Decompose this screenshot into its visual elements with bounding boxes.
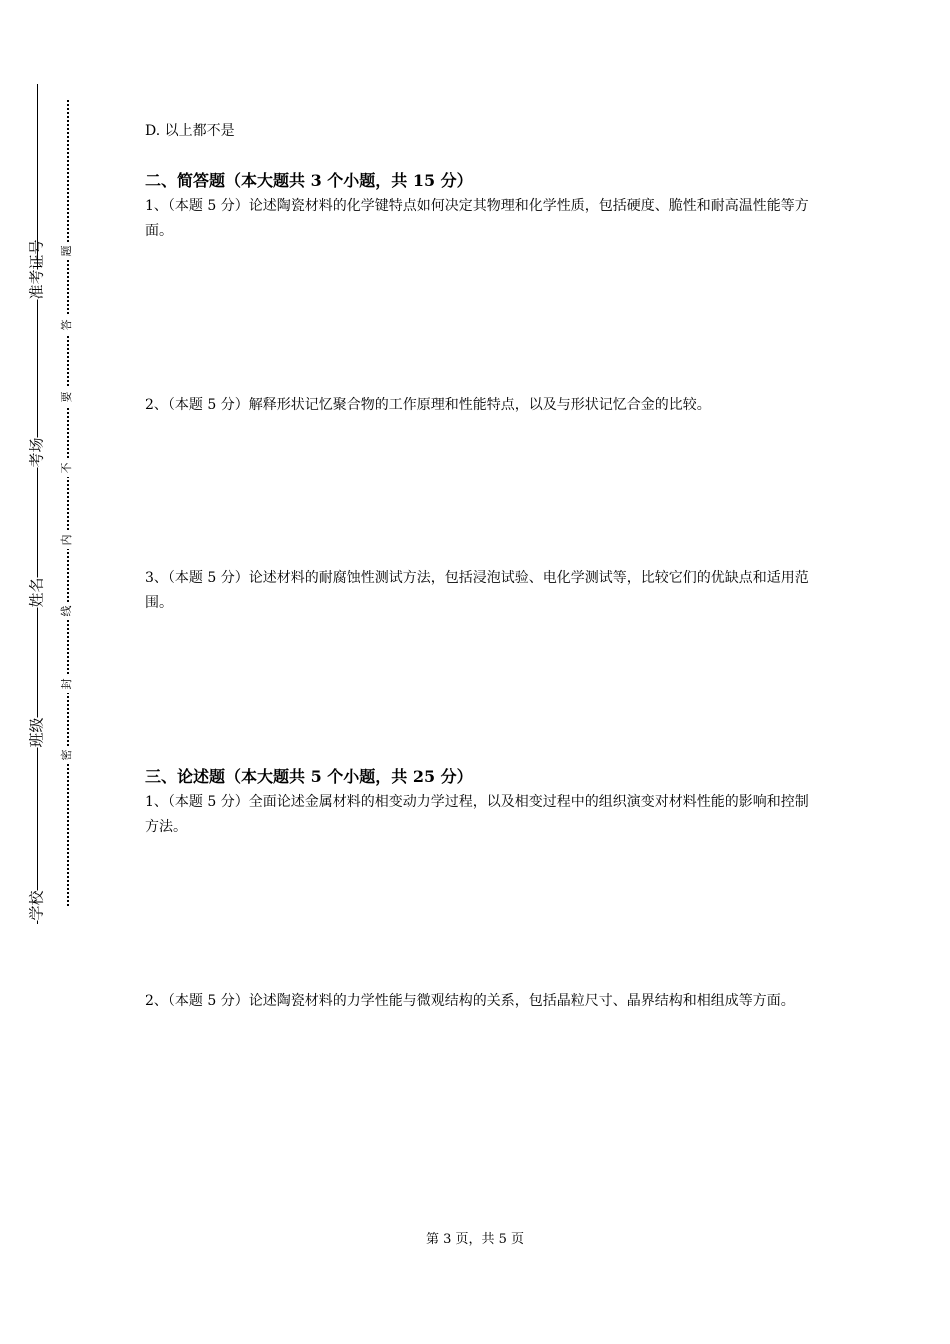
seal-char: 不 — [58, 459, 76, 477]
question-3-1: 1、（本题 5 分）全面论述金属材料的相变动力学过程，以及相变过程中的组织演变对材料性能的影响和控制方法。 — [145, 794, 809, 835]
binding-dotted-line — [67, 100, 69, 906]
seal-char: 要 — [58, 388, 76, 406]
class-label: 班级 — [27, 717, 46, 748]
binding-margin — [0, 0, 120, 1344]
option-d: D. 以上都不是 — [145, 123, 235, 139]
question-2-3: 3、（本题 5 分）论述材料的耐腐蚀性测试方法，包括浸泡试验、电化学测试等，比较它们的优缺点和适用范围。 — [145, 570, 809, 611]
seal-char: 封 — [58, 675, 76, 693]
exam-id-label: 准考证号 — [27, 239, 46, 300]
seal-char: 内 — [58, 531, 76, 549]
seal-char: 密 — [58, 746, 76, 764]
name-label: 姓名 — [27, 577, 46, 608]
question-2-2: 2、（本题 5 分）解释形状记忆聚合物的工作原理和性能特点，以及与形状记忆合金的比较。 — [145, 397, 711, 413]
section-3-title: 三、论述题（本大题共 5 个小题，共 25 分） — [145, 767, 473, 786]
section-2-title: 二、简答题（本大题共 3 个小题，共 15 分） — [145, 171, 473, 190]
question-2-1: 1、（本题 5 分）论述陶瓷材料的化学键特点如何决定其物理和化学性质，包括硬度、脆性和耐高温性能等方面。 — [145, 198, 809, 239]
exam-room-label: 考场 — [27, 437, 46, 468]
seal-char: 答 — [58, 316, 76, 334]
question-3-2: 2、（本题 5 分）论述陶瓷材料的力学性能与微观结构的关系，包括晶粒尺寸、晶界结构和相组成等方面。 — [145, 993, 795, 1009]
page-number: 第 3 页，共 5 页 — [425, 1232, 525, 1247]
binding-solid-line — [37, 84, 38, 924]
seal-char: 题 — [58, 242, 76, 260]
seal-char: 线 — [58, 602, 76, 620]
school-label: 学校 — [27, 890, 46, 921]
